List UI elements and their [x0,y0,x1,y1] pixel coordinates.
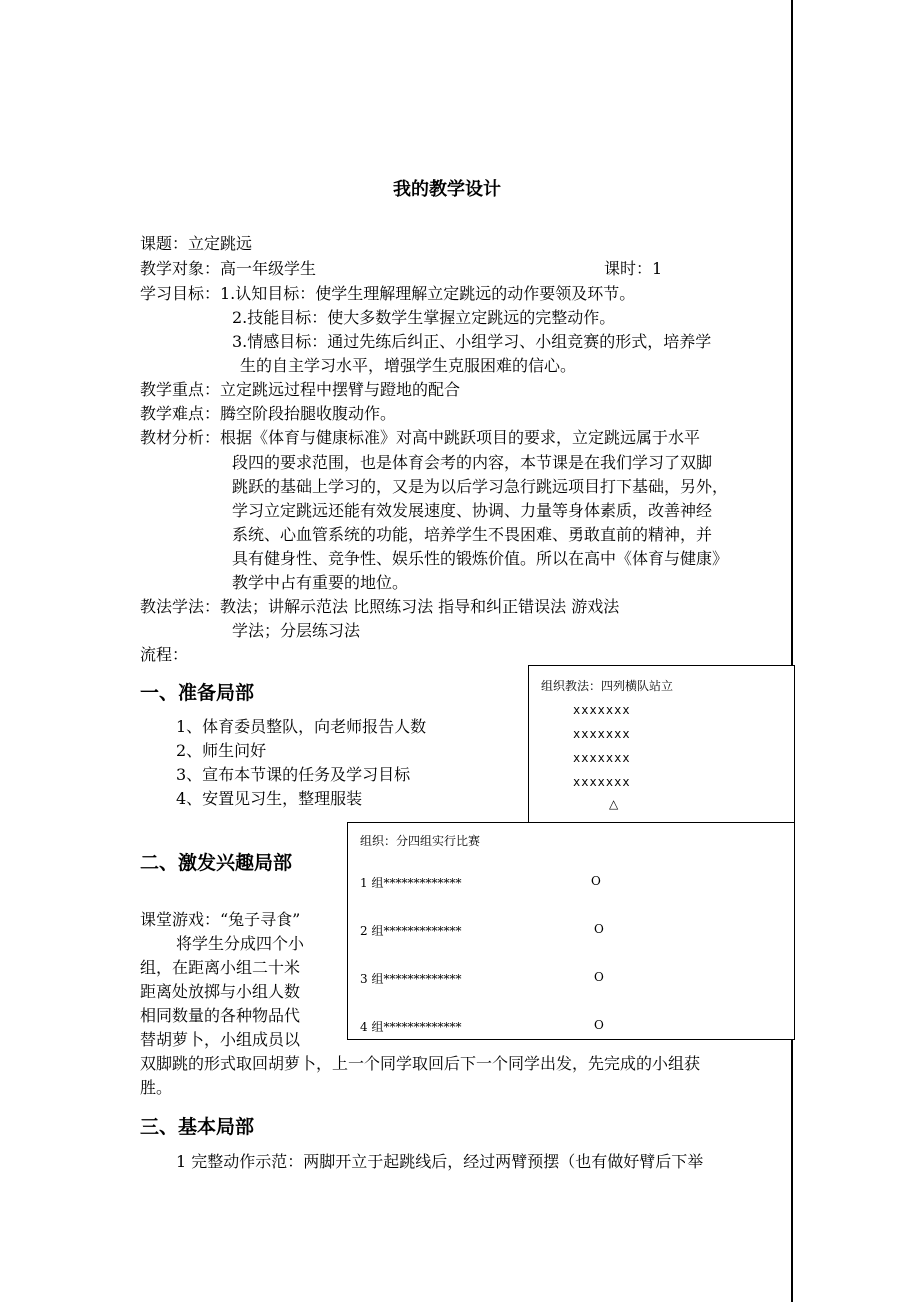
target-line: 教学对象：高一年级学生 [140,259,317,278]
methods-line: 教法学法：教法；讲解示范法 比照练习法 指导和纠正错误法 游戏法 [140,597,620,616]
list-item: 3、宣布本节课的任务及学习目标 [176,765,411,784]
analysis-line: 教材分析：根据《体育与健康标准》对高中跳跃项目的要求，立定跳远属于水平 [140,428,701,447]
section-heading: 一、准备局部 [140,682,255,704]
target-circle-icon: O [594,1018,604,1032]
formation-row: xxxxxxx [573,727,631,741]
game-text-line: 双脚跳的形式取回胡萝卜，上一个同学取回后下一个同学出发，先完成的小组获 [140,1054,701,1073]
target-circle-icon: O [594,922,604,936]
goal-line: 生的自主学习水平，增强学生克服困难的信心。 [240,356,577,375]
page-title: 我的教学设计 [393,179,501,200]
target-circle-icon: O [594,970,604,984]
group-row: 2 组************* [360,924,462,938]
analysis-line: 具有健身性、竞争性、娱乐性的锻炼价值。所以在高中《体育与健康》 [232,549,729,568]
group-row: 3 组************* [360,972,462,986]
teacher-triangle-icon: △ [609,797,619,811]
periods-line: 课时：1 [604,259,663,278]
flow-label: 流程： [140,645,189,664]
target-circle-icon: O [591,874,601,888]
game-text-line: 组，在距离小组二十米 [140,958,301,977]
formation-label: 组织教法：四列横队站立 [541,679,674,693]
formation-row: xxxxxxx [573,703,631,717]
formation-box [528,665,795,827]
goal-line: 学习目标：1.认知目标：使学生理解理解立定跳远的动作要领及环节。 [140,284,636,303]
formation-row: xxxxxxx [573,751,631,765]
competition-label: 组织：分四组实行比赛 [360,834,481,848]
methods-line: 学法；分层练习法 [232,621,361,640]
goal-line: 2.技能目标：使大多数学生掌握立定跳远的完整动作。 [232,308,616,327]
game-text-line: 替胡萝卜，小组成员以 [140,1030,301,1049]
game-text-line: 将学生分成四个小 [176,934,305,953]
section-heading: 三、基本局部 [140,1116,255,1138]
list-item: 2、师生问好 [176,741,267,760]
competition-box [347,822,795,1040]
body-text: 1 完整动作示范：两脚开立于起跳线后，经过两臂预摆（也有做好臂后下举 [176,1152,704,1171]
analysis-line: 跳跃的基础上学习的，又是为以后学习急行跳远项目打下基础，另外， [232,477,729,496]
analysis-line: 教学中占有重要的地位。 [232,573,409,592]
group-row: 4 组************* [360,1020,462,1034]
goal-line: 3.情感目标：通过先练后纠正、小组学习、小组竞赛的形式，培养学 [232,332,712,351]
game-text-line: 距离处放掷与小组人数 [140,982,301,1001]
game-text-line: 相同数量的各种物品代 [140,1006,301,1025]
analysis-line: 学习立定跳远还能有效发展速度、协调、力量等身体素质，改善神经 [232,501,713,520]
key-point-line: 教学重点：立定跳远过程中摆臂与蹬地的配合 [140,380,461,399]
game-title: 课堂游戏：“兔子寻食” [140,910,301,929]
group-row: 1 组************* [360,876,462,890]
list-item: 1、体育委员整队，向老师报告人数 [176,717,427,736]
game-text-line: 胜。 [140,1078,173,1097]
analysis-line: 段四的要求范围，也是体育会考的内容，本节课是在我们学习了双脚 [232,453,713,472]
section-heading: 二、激发兴趣局部 [140,852,293,874]
list-item: 4、安置见习生，整理服装 [176,789,363,808]
topic-line: 课题：立定跳远 [140,234,253,253]
analysis-line: 系统、心血管系统的功能，培养学生不畏困难、勇敢直前的精神，并 [232,525,713,544]
page-border-line [791,0,793,1302]
formation-row: xxxxxxx [573,775,631,789]
difficulty-line: 教学难点：腾空阶段抬腿收腹动作。 [140,404,397,423]
